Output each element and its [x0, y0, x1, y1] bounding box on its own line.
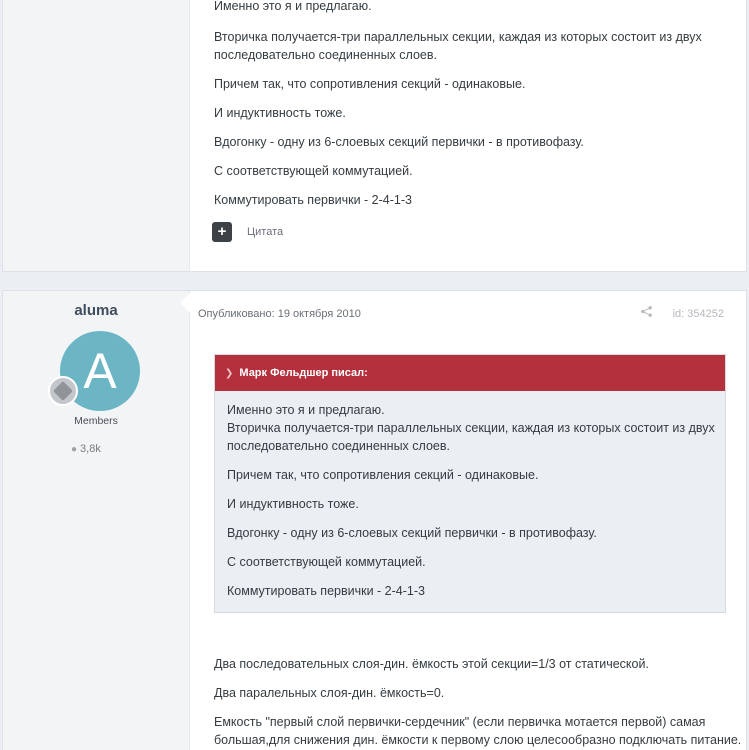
post-text-line: Вдогонку - одну из 6-слоевых секций первички - в противофазу.: [214, 135, 584, 149]
post-text-line: Емкость "первый слой первички-сердечник" (если первичка мотается первой) самая: [214, 715, 706, 729]
post-text-line: Два последовательных слоя-дин. ёмкость этой секции=1/3 от статической.: [214, 657, 649, 671]
post-content: [190, 291, 746, 750]
post-date: Опубликовано: 19 октября 2010: [198, 308, 361, 320]
quote-header[interactable]: [215, 355, 725, 391]
post-content: [190, 0, 746, 271]
quote-text-line: С соответствующей коммутацией.: [227, 555, 426, 569]
quote-text-line: Вторичка получается-три параллельных секции, каждая из которых состоит из двух: [227, 421, 715, 435]
post-text-line: Именно это я и предлагаю.: [214, 0, 372, 13]
quote-controls: [212, 222, 283, 242]
quote-link[interactable]: Цитата: [247, 226, 284, 238]
share-icon[interactable]: [641, 306, 652, 320]
comment-bubble-icon: ●: [71, 443, 78, 455]
author-column: [3, 291, 190, 750]
quote-text-line: последовательно соединенных слоев.: [227, 439, 450, 453]
member-group: Members: [74, 415, 118, 427]
post-text-line: Два паралельных слоя-дин. ёмкость=0.: [214, 686, 445, 700]
post-id-link[interactable]: id: 354252: [672, 308, 724, 320]
post-previous: [2, 0, 747, 272]
post-text-line: И индуктивность тоже.: [214, 106, 346, 120]
quote-text-line: И индуктивность тоже.: [227, 497, 359, 511]
quote-block: [214, 354, 726, 613]
post-text-line: Причем так, что сопротивления секций - одинаковые.: [214, 77, 526, 91]
multiquote-button[interactable]: +: [212, 222, 232, 242]
author-column: [3, 0, 190, 271]
quote-text-line: Коммутировать первички - 2-4-1-3: [227, 584, 425, 598]
post-aluma: [2, 290, 747, 750]
chevron-down-icon: ❯: [225, 367, 234, 379]
post-text-line: последовательно соединенных слоев.: [214, 48, 437, 62]
reputation-count: 3,8k: [80, 443, 101, 455]
post-text-line: большая,для снижения дин. ёмкости к первому слою целесообразно подключать питание.: [214, 733, 742, 747]
quote-text-line: Причем так, что сопротивления секций - одинаковые.: [227, 468, 539, 482]
post-text-line: С соответствующей коммутацией.: [214, 164, 413, 178]
quote-text-line: Вдогонку - одну из 6-слоевых секций первички - в противофазу.: [227, 526, 597, 540]
quote-citation: Марк Фельдшер писал:: [239, 367, 368, 379]
post-text-line: Вторичка получается-три параллельных секции, каждая из которых состоит из двух: [214, 30, 702, 44]
rank-badge-icon: [48, 376, 78, 406]
author-name[interactable]: aluma: [74, 302, 118, 319]
quote-text-line: Именно это я и предлагаю.: [227, 403, 385, 417]
post-text-line: Коммутировать первички - 2-4-1-3: [214, 193, 412, 207]
avatar[interactable]: A: [60, 331, 140, 411]
post-arrow: [180, 293, 190, 313]
reputation: [71, 443, 101, 455]
